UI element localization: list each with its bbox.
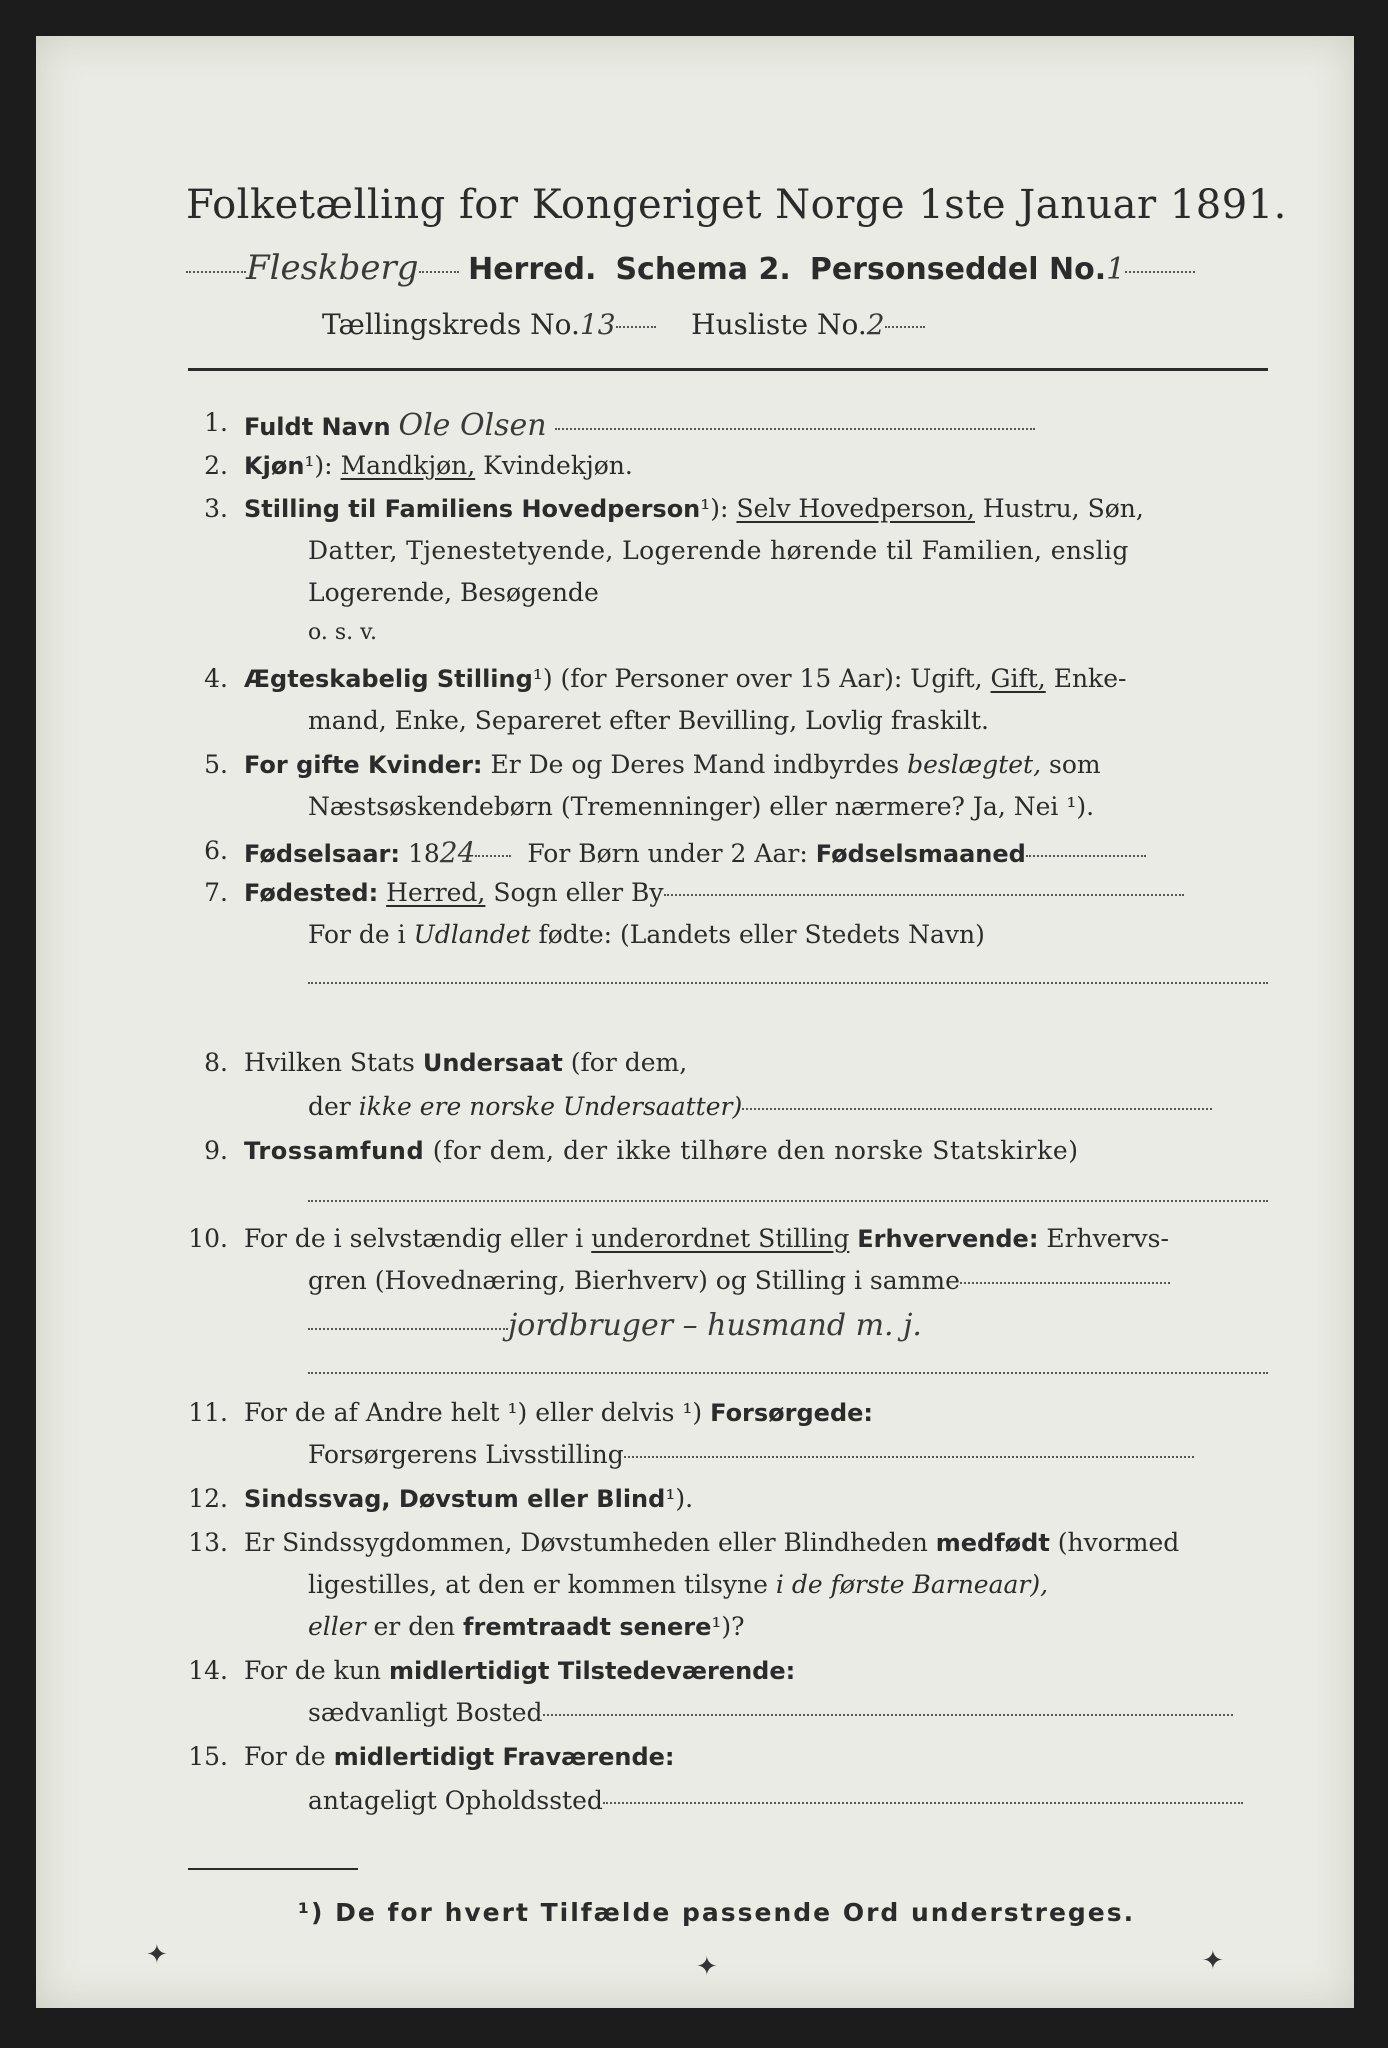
q5-number: 5.: [204, 750, 228, 779]
q5-label: For gifte Kvinder:: [244, 751, 483, 779]
q10-text: For de i selvstændig eller i: [244, 1224, 584, 1253]
q10-option-underordnet: underordnet Stilling: [591, 1224, 850, 1253]
q7-blank-line: [308, 966, 1268, 995]
q9-label: Trossamfund: [244, 1137, 425, 1165]
q15-text-2: antageligt Opholdssted: [308, 1786, 603, 1815]
footnote-rule: [188, 1868, 358, 1870]
q7-text-2a: For de i: [308, 920, 406, 949]
q1-number: 1.: [204, 408, 228, 437]
q7-label: Fødested:: [244, 879, 379, 907]
q13-italic-eller: eller: [308, 1612, 366, 1641]
q9-text: (for dem, der ikke tilhøre den norske Statskirke): [432, 1136, 1079, 1165]
form-title: Folketælling for Kongeriget Norge 1ste Januar 1891.: [186, 182, 1287, 228]
header-rule: [188, 368, 1268, 371]
q13-number: 13.: [188, 1528, 228, 1557]
q13-text-3a: er den: [373, 1612, 456, 1641]
q3-line-1: [244, 494, 1144, 523]
q13-text: Er Sindssygdommen, Døvstumheden eller Blindheden: [244, 1528, 928, 1557]
q12-label: Sindssvag, Døvstum eller Blind: [244, 1485, 666, 1513]
q5-text: Er De og Deres Mand indbyrdes: [490, 750, 900, 779]
q7-text: Sogn eller By: [493, 878, 664, 907]
q3-options-rest: Hustru, Søn,: [982, 494, 1144, 523]
q2-label: Kjøn: [244, 452, 305, 480]
q4-option-gift: Gift,: [990, 664, 1046, 693]
q10-blank-line: [308, 1356, 1268, 1385]
q4-text-end: Enke-: [1053, 664, 1127, 693]
q13-label: medfødt: [935, 1529, 1050, 1557]
q14-line-1: [244, 1656, 795, 1685]
binding-mark-left: ✦: [146, 1940, 168, 1970]
q10-number: 10.: [188, 1224, 228, 1253]
binding-mark-center: ✦: [696, 1952, 718, 1982]
q6-label: Fødselsaar:: [244, 840, 400, 868]
husliste-value: 2: [866, 308, 885, 341]
schema-label: Schema 2.: [615, 252, 791, 287]
q2-number: 2.: [204, 451, 228, 480]
q13-line-3: [308, 1612, 745, 1641]
q9-line: [244, 1136, 1079, 1165]
q6-label2: Fødselsmaaned: [815, 840, 1026, 868]
q13-italic: i de første Barneaar),: [775, 1570, 1049, 1599]
q7-line-1: [244, 878, 1184, 907]
q13-text-2a: ligestilles, at den er kommen tilsyne: [308, 1570, 768, 1599]
binding-mark-right: ✦: [1202, 1946, 1224, 1976]
q10-answer-line: [308, 1308, 922, 1343]
q5-line-1: [244, 750, 1101, 779]
q8-label: Undersaat: [422, 1049, 563, 1077]
q14-text: For de kun: [244, 1656, 382, 1685]
q3-number: 3.: [204, 494, 228, 523]
q14-label: midlertidigt Tilstedeværende:: [388, 1657, 796, 1685]
q14-number: 14.: [188, 1656, 228, 1685]
q11-text-2: Forsørgerens Livsstilling: [308, 1440, 624, 1469]
q15-text: For de: [244, 1742, 326, 1771]
taellingskreds-label: Tællingskreds No.: [322, 308, 580, 341]
q3-line-3: Logerende, Besøgende: [308, 578, 599, 607]
q10-text-2: gren (Hovednæring, Bierhverv) og Stilling i samme: [308, 1266, 960, 1295]
q1-value: Ole Olsen: [398, 408, 547, 443]
personseddel-value: 1: [1106, 252, 1126, 287]
q11-text: For de af Andre helt ¹) eller delvis ¹): [244, 1398, 703, 1427]
q5-text-end: som: [1048, 750, 1101, 779]
q9-number: 9.: [204, 1136, 228, 1165]
q14-line-2: [308, 1698, 1233, 1727]
q6-number: 6.: [204, 836, 228, 865]
q6-value: 24: [439, 836, 476, 869]
q3-label: Stilling til Familiens Hovedperson: [244, 495, 701, 523]
q12-line: [244, 1484, 693, 1513]
q4-label: Ægteskabelig Stilling: [244, 665, 533, 693]
q8-line-2: [308, 1092, 1212, 1121]
q12-number: 12.: [188, 1484, 228, 1513]
q8-italic: ikke ere norske Undersaatter): [358, 1092, 743, 1121]
q10-label: Erhvervende:: [857, 1225, 1039, 1253]
q6-text: For Børn under 2 Aar:: [527, 839, 808, 868]
q15-number: 15.: [188, 1742, 228, 1771]
q2-option-kvindekjon: Kvindekjøn.: [483, 451, 633, 480]
q3-line-2: Datter, Tjenestetyende, Logerende hørende til Familien, enslig: [308, 536, 1129, 565]
q11-number: 11.: [188, 1398, 228, 1427]
header-row-herred: [186, 248, 1195, 288]
footnote: ¹) De for hvert Tilfælde passende Ord understreges.: [298, 1898, 1136, 1927]
q10-line-2: [308, 1266, 1170, 1295]
q11-line-1: [244, 1398, 873, 1427]
q7-number: 7.: [204, 878, 228, 907]
q7-text-2b: fødte: (Landets eller Stedets Navn): [538, 920, 985, 949]
q4-line-2: mand, Enke, Separeret efter Bevilling, Lovlig fraskilt.: [308, 706, 989, 735]
q4-footnote-ref: ¹): [532, 664, 553, 693]
header-row-kreds: [322, 308, 925, 341]
taellingskreds-value: 13: [579, 308, 616, 341]
q13-footnote-ref: ¹)?: [711, 1612, 745, 1641]
census-form-sheet: [36, 36, 1354, 2008]
q9-blank-line: [308, 1184, 1268, 1213]
q15-line-1: [244, 1742, 675, 1771]
q10-value: jordbruger – husmand m. j.: [508, 1308, 922, 1343]
herred-value: Fleskberg: [246, 248, 419, 288]
q4-text: (for Personer over 15 Aar): Ugift,: [560, 664, 983, 693]
q1-line: [244, 408, 1035, 443]
q15-line-2: [308, 1786, 1243, 1815]
personseddel-label: Personseddel No.: [809, 252, 1107, 287]
q3-line-4: o. s. v.: [308, 620, 377, 645]
q8-text: Hvilken Stats: [244, 1048, 415, 1077]
q7-line-2: [308, 920, 985, 949]
q15-label: midlertidigt Fraværende:: [333, 1743, 675, 1771]
q13-line-1: [244, 1528, 1179, 1557]
q4-number: 4.: [204, 664, 228, 693]
q4-line-1: [244, 664, 1126, 693]
q13-line-2: [308, 1570, 1048, 1599]
q12-footnote-ref: ¹).: [665, 1484, 694, 1513]
husliste-label: Husliste No.: [691, 308, 867, 341]
q7-option-herred: Herred,: [386, 878, 486, 907]
q11-line-2: [308, 1440, 1194, 1469]
q8-text-end: (for dem,: [570, 1048, 688, 1077]
q10-line-1: [244, 1224, 1169, 1253]
q6-line: [244, 836, 1146, 869]
q14-text-2: sædvanligt Bosted: [308, 1698, 543, 1727]
q8-number: 8.: [204, 1048, 228, 1077]
q1-label: Fuldt Navn: [244, 413, 391, 441]
q10-text-end: Erhvervs-: [1046, 1224, 1169, 1253]
herred-label: Herred.: [468, 252, 597, 287]
q6-prefix: 18: [407, 839, 440, 868]
q13-text-end: (hvormed: [1057, 1528, 1180, 1557]
q5-line-2: Næstsøskendebørn (Tremenninger) eller nærmere? Ja, Nei ¹).: [308, 792, 1095, 821]
q3-option-selv: Selv Hovedperson,: [736, 494, 975, 523]
q13-label-senere: fremtraadt senere: [463, 1613, 712, 1641]
q3-footnote-ref: ¹):: [700, 494, 729, 523]
q8-line-1: [244, 1048, 687, 1077]
q2-line: [244, 451, 633, 480]
q2-footnote-ref: ¹):: [304, 451, 333, 480]
q11-label: Forsørgede:: [710, 1399, 874, 1427]
q7-italic: Udlandet: [413, 920, 531, 949]
q8-text-2a: der: [308, 1092, 351, 1121]
q2-option-mandkjon: Mandkjøn,: [340, 451, 476, 480]
q5-italic: beslægtet,: [907, 750, 1042, 779]
